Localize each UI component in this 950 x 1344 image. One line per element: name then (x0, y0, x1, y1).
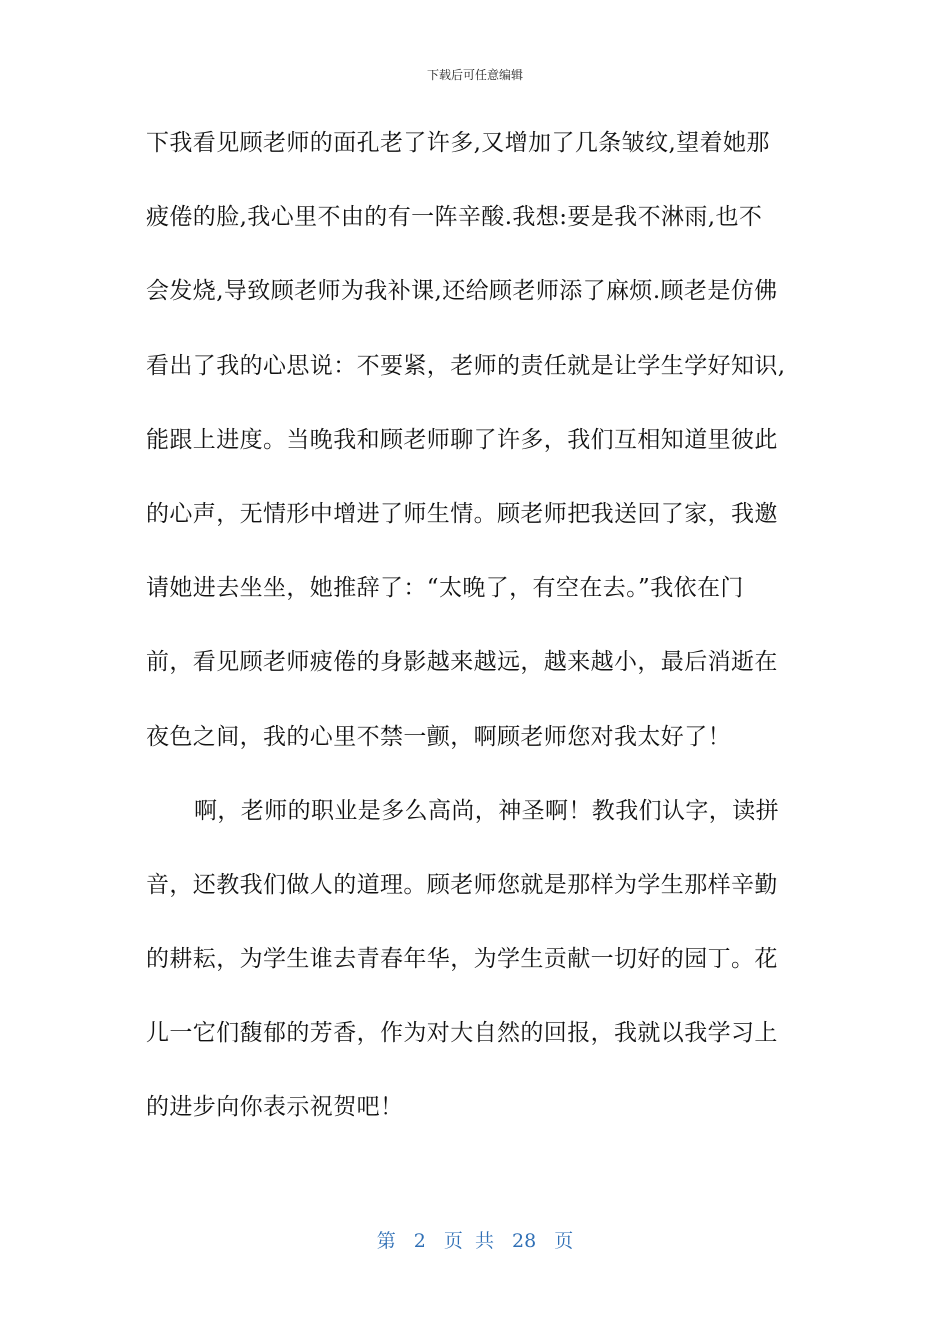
text-line: 下我看见顾老师的面孔老了许多,又增加了几条皱纹,望着她那 (146, 130, 770, 156)
text-line: 能跟上进度。当晚我和顾老师聊了许多，我们互相知道里彼此 (146, 426, 778, 453)
body-text (146, 121, 811, 1160)
text-line: 音，还教我们做人的道理。顾老师您就是那样为学生那样辛勤 (146, 871, 778, 898)
footer-middle: 页 共 (443, 1230, 494, 1252)
text-line: 前，看见顾老师疲倦的身影越来越远，越来越小，最后消逝在 (146, 649, 778, 676)
footer-suffix: 页 (554, 1230, 574, 1252)
text-line: 夜色之间，我的心里不禁一颤，啊顾老师您对我太好了！ (146, 723, 731, 750)
text-line: 儿一它们馥郁的芳香，作为对大自然的回报，我就以我学习上 (146, 1020, 778, 1047)
paragraph-start-line: 啊，老师的职业是多么高尚，神圣啊！教我们认字，读拼 (194, 797, 779, 824)
page-footer (0, 1226, 950, 1253)
text-line: 的耕耘，为学生谁去青春年华，为学生贡献一切好的园丁。花 (146, 946, 778, 973)
text-line: 的进步向你表示祝贺吧！ (146, 1094, 404, 1121)
footer-total-pages: 28 (512, 1230, 537, 1252)
footer-prefix: 第 (376, 1230, 396, 1252)
footer-page-number: 2 (413, 1230, 426, 1252)
text-line: 会发烧,导致顾老师为我补课,还给顾老师添了麻烦.顾老是仿佛 (146, 278, 778, 305)
text-line: 疲倦的脸,我心里不由的有一阵辛酸.我想:要是我不淋雨,也不 (146, 204, 763, 231)
text-line: 看出了我的心思说：不要紧，老师的责任就是让学生学好知识, (146, 352, 786, 379)
text-line: 的心声，无情形中增进了师生情。顾老师把我送回了家，我邀 (146, 500, 778, 527)
page-header: 下载后可任意编辑 (426, 68, 523, 82)
text-line: 请她进去坐坐，她推辞了：“太晚了，有空在去。”我依在门 (146, 575, 744, 602)
